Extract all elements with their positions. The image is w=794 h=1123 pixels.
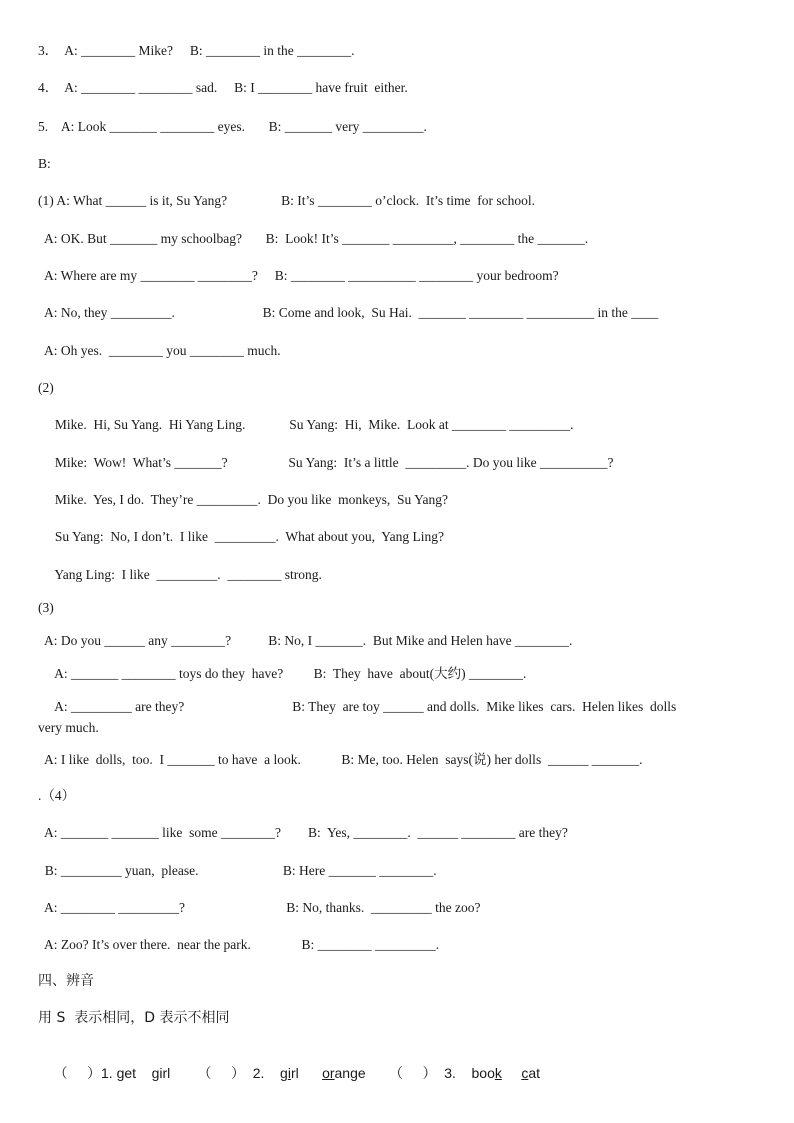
dialogue2-line1: Mike. Hi, Su Yang. Hi Yang Ling. Su Yang: Hi, Mike. Look at ________ _________.: [38, 417, 574, 432]
dialogue4-line4: A: Zoo? It’s over there. near the park. B: ________ _________.: [38, 937, 440, 952]
dialogue2-line4: Su Yang: No, I don’t. I like _________. What about you, Yang Ling?: [38, 529, 444, 544]
dialogue1-line4: A: No, they _________. B: Come and look, Su Hai. _______ ________ __________ in the ____: [38, 305, 659, 320]
dialogue2-line5: Yang Ling: I like _________. ________ strong.: [38, 567, 322, 582]
dialogue2-line3: Mike. Yes, I do. They’re _________. Do you like monkeys, Su Yang?: [38, 492, 448, 507]
dialogue3-line2: A: _______ ________ toys do they have? B: They have about(大约) ________.: [38, 666, 527, 681]
dialogue1-line1: (1) A: What ______ is it, Su Yang? B: It’s ________ o’clock. It’s time for school.: [38, 193, 535, 208]
dialogue4-label: .（4）: [38, 788, 76, 803]
section-b-label: B:: [38, 156, 51, 171]
line-q4: 4． A: ________ ________ sad. B: I ________ have fruit either.: [38, 80, 408, 95]
dialogue2-label: (2): [38, 380, 54, 395]
phonics-item3-num: 3.: [444, 1065, 456, 1081]
dialogue3-line1: A: Do you ______ any ________? B: No, I _______. But Mike and Helen have ________.: [38, 633, 573, 648]
phonics-item2-num: 2.: [252, 1065, 265, 1081]
phonics-item1-paren: （ ）: [53, 1065, 102, 1081]
phonics-item3-word1: book: [471, 1065, 502, 1081]
line-q5: 5. A: Look _______ ________ eyes. B: _______ very _________.: [38, 119, 427, 134]
dialogue4-line1: A: _______ _______ like some ________? B: Yes, ________. ______ ________ are they?: [38, 825, 568, 840]
dialogue1-line5: A: Oh yes. ________ you ________ much.: [38, 343, 281, 358]
phonics-instruction: 用 S 表示相同，D 表示不相同: [38, 1010, 230, 1026]
dialogue4-line3: A: ________ _________? B: No, thanks. _________ the zoo?: [38, 900, 481, 915]
phonics-row: [38, 1048, 540, 1099]
dialogue3-line4: A: I like dolls, too. I _______ to have a look. B: Me, too. Helen says(说) her dolls ______ _______.: [38, 752, 643, 767]
phonics-item3-paren: （ ）: [389, 1065, 437, 1081]
dialogue3-line3-cont: very much.: [38, 720, 99, 735]
phonics-item2-word1: girl: [280, 1065, 299, 1081]
dialogue1-line2: A: OK. But _______ my schoolbag? B: Look! It’s _______ _________, ________ the _______.: [38, 231, 589, 246]
dialogue3-line3: A: _________ are they? B: They are toy ______ and dolls. Mike likes cars. Helen likes dolls: [38, 699, 677, 714]
phonics-item1-num: 1.: [101, 1065, 113, 1081]
phonics-item1-word2: girl: [151, 1065, 171, 1081]
phonics-item2-paren: （ ）: [197, 1065, 245, 1081]
dialogue3-label: (3): [38, 600, 54, 615]
phonics-item2-word2: orange: [322, 1065, 366, 1081]
dialogue2-line2: Mike: Wow! What’s _______? Su Yang: It’s a little _________. Do you like __________?: [38, 455, 614, 470]
dialogue4-line2: B: _________ yuan, please. B: Here _______ ________.: [38, 863, 437, 878]
line-q3: 3． A: ________ Mike? B: ________ in the ________.: [38, 43, 355, 58]
phonics-item3-word2: cat: [521, 1065, 540, 1081]
section-four-heading: 四、辨音: [38, 973, 94, 989]
dialogue1-line3: A: Where are my ________ ________? B: ________ __________ ________ your bedroom?: [38, 268, 559, 283]
phonics-item1-word1: get: [116, 1065, 137, 1081]
